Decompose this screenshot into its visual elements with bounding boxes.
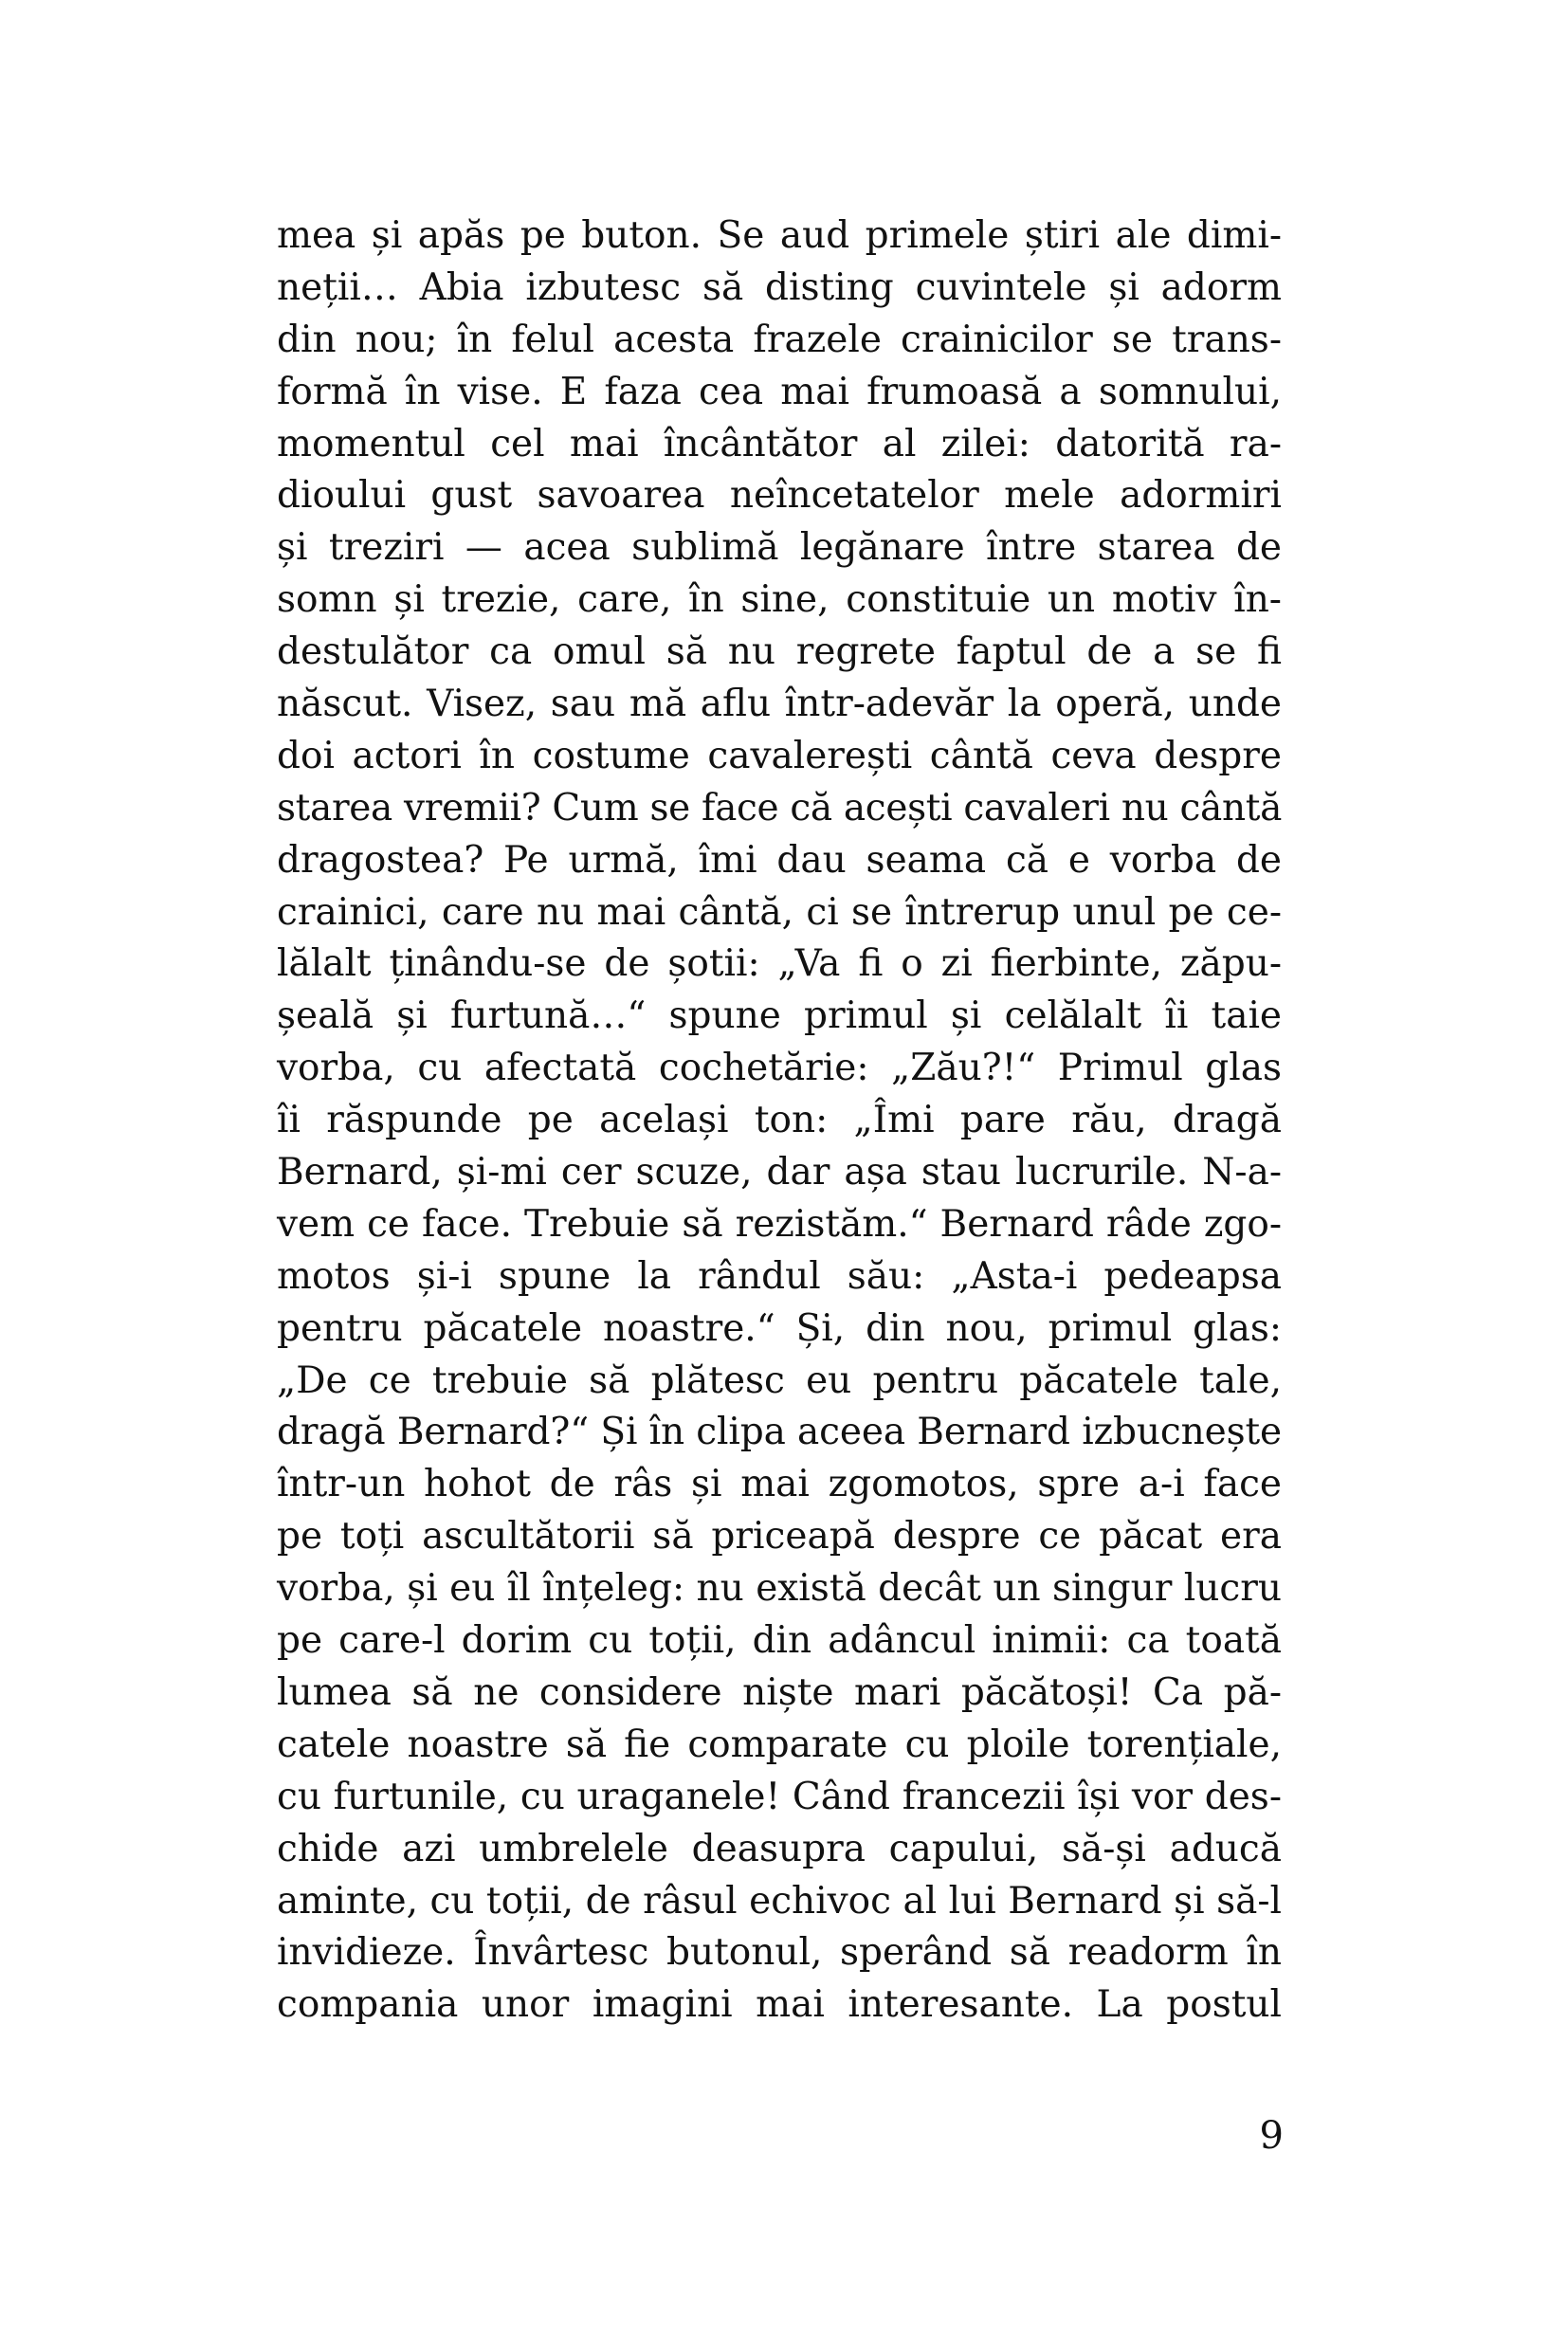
text-line: momentul cel mai încântător al zilei: datorită ra-	[277, 422, 1282, 465]
text-line: Bernard, și-mi cer scuze, dar așa stau lucrurile. N-a-	[277, 1151, 1282, 1194]
text-line: pe toți ascultătorii să priceapă despre ce păcat era	[277, 1515, 1282, 1559]
text-line: starea vremii? Cum se face că acești cavaleri nu cântă	[277, 786, 1282, 830]
text-line: aminte, cu toții, de râsul echivoc al lui Bernard și să-l	[277, 1879, 1282, 1923]
text-line: somn și trezie, care, în sine, constituie un motiv în-	[277, 578, 1282, 622]
text-line: destulător ca omul să nu regrete faptul de a se fi	[277, 630, 1282, 674]
text-line: șeală și furtună…“ spune primul și celălalt îi taie	[277, 994, 1282, 1038]
text-line: dragostea? Pe urmă, îmi dau seama că e vorba de	[277, 838, 1282, 882]
text-line: dragă Bernard?“ Și în clipa aceea Bernard izbucnește	[277, 1411, 1282, 1454]
text-line: mea și apăs pe buton. Se aud primele știri ale dimi-	[277, 214, 1282, 257]
text-line: născut. Visez, sau mă aflu într-adevăr la operă, unde	[277, 683, 1282, 726]
text-line: motos și-i spune la rândul său: „Asta-i pedeapsa	[277, 1254, 1282, 1298]
text-line: îi răspunde pe același ton: „Îmi pare rău, dragă	[277, 1099, 1282, 1142]
text-line: cu furtunile, cu uraganele! Când francezii își vor des-	[277, 1775, 1282, 1818]
text-line: chide azi umbrelele deasupra capului, să-și aducă	[277, 1827, 1282, 1870]
text-line: „De ce trebuie să plătesc eu pentru păcatele tale,	[277, 1358, 1282, 1402]
text-line: dioului gust savoarea neîncetatelor mele adormiri	[277, 474, 1282, 518]
text-line: crainici, care nu mai cântă, ci se întrerup unul pe ce-	[277, 890, 1282, 934]
text-line: pentru păcatele noastre.“ Și, din nou, primul glas:	[277, 1306, 1282, 1350]
text-line: invidieze. Învârtesc butonul, sperând să readorm în	[277, 1931, 1282, 1975]
text-line: vem ce face. Trebuie să rezistăm.“ Bernard râde zgo-	[277, 1202, 1282, 1246]
text-line: compania unor imagini mai interesante. La postul	[277, 1983, 1282, 2027]
text-line: neții… Abia izbutesc să disting cuvintele și adorm	[277, 265, 1282, 309]
text-line: vorba, și eu îl înțeleg: nu există decât un singur lucru	[277, 1567, 1282, 1611]
text-line: formă în vise. E faza cea mai frumoasă a somnului,	[277, 370, 1282, 413]
text-line: din nou; în felul acesta frazele crainicilor se trans-	[277, 318, 1282, 361]
text-line: lumea să ne considere niște mari păcătoși! Ca pă-	[277, 1670, 1282, 1714]
page-number: 9	[1259, 2114, 1284, 2158]
text-line: vorba, cu afectată cochetărie: „Zău?!“ Primul glas	[277, 1047, 1282, 1090]
text-line: într-un hohot de râs și mai zgomotos, spre a-i face	[277, 1463, 1282, 1506]
text-line: și treziri — acea sublimă legănare între starea de	[277, 526, 1282, 570]
text-line: catele noastre să fie comparate cu ploile torențiale,	[277, 1723, 1282, 1766]
body-text	[277, 210, 1282, 2032]
text-line: doi actori în costume cavalerești cântă ceva despre	[277, 734, 1282, 777]
text-line: lălalt ținându-se de șotii: „Va fi o zi fierbinte, zăpu-	[277, 942, 1282, 986]
text-line: pe care-l dorim cu toții, din adâncul inimii: ca toată	[277, 1619, 1282, 1663]
